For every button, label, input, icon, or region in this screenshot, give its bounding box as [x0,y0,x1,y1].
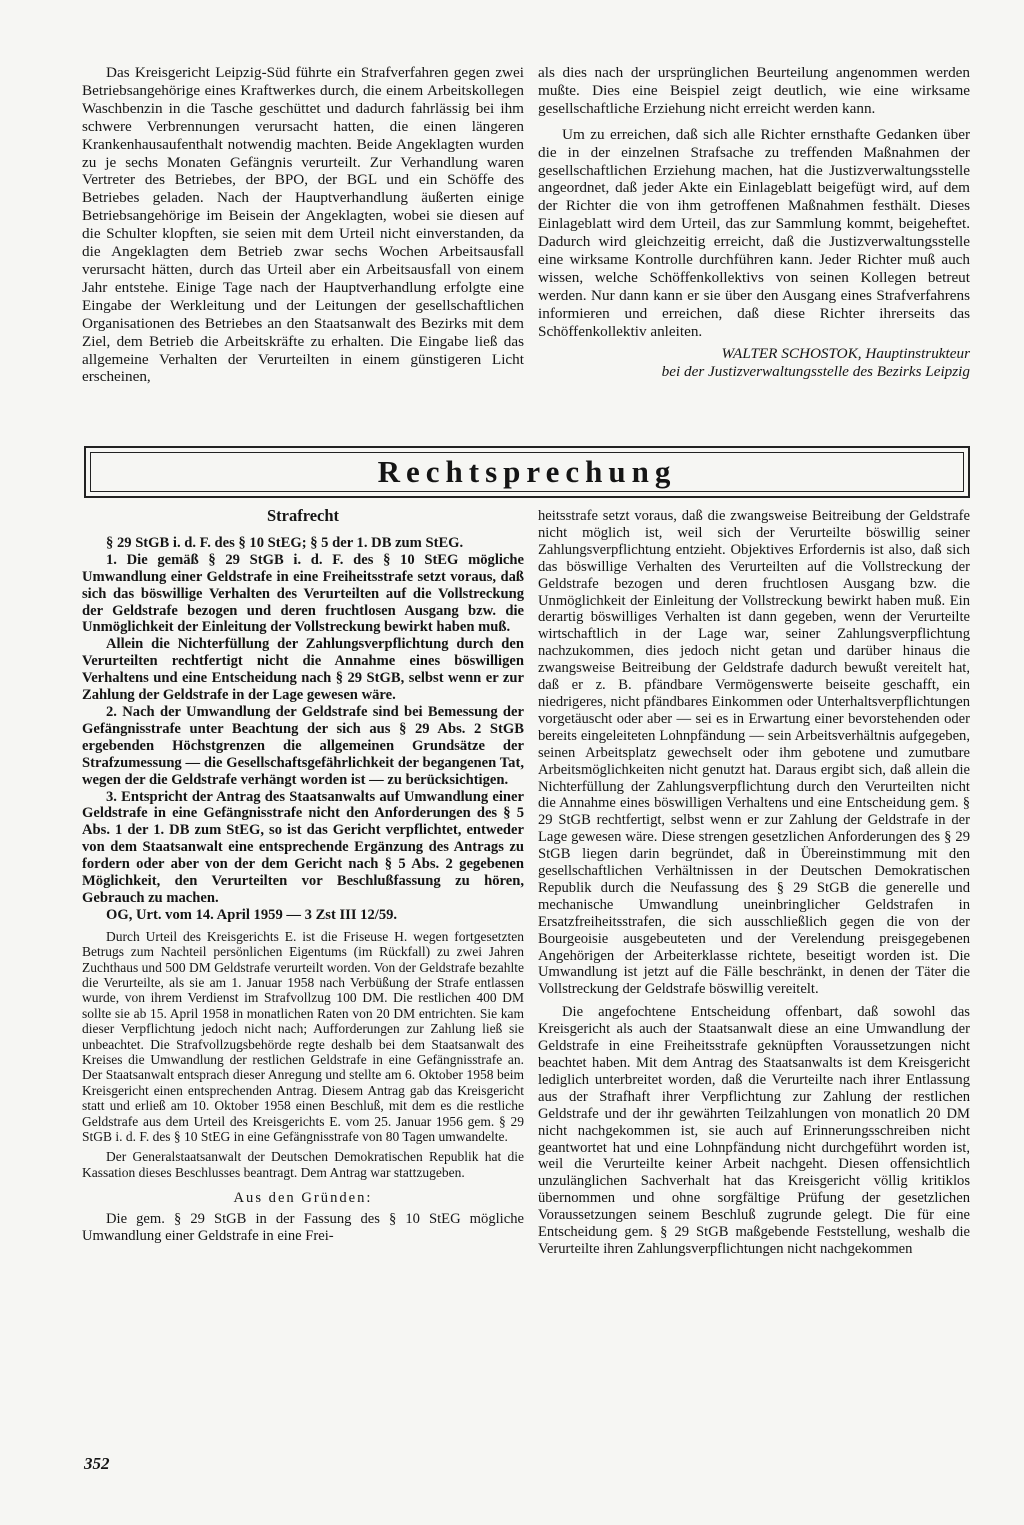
page-number: 352 [84,1454,110,1473]
top-left-column [82,64,524,386]
bottom-right-column [538,508,970,1258]
headnote: Allein die Nichterfüllung der Zahlungsverpflichtung durch den Verurteilten rechtfertigt nicht die Annahme eines böswilligen Verhaltens und eine Entscheidung nach § 29 StGB, selbst wenn er zur Zahlung der Geldstrafe in der Lage gewesen wäre. [82,636,524,704]
signature-line: bei der Justizverwaltungsstelle des Bezirks Leipzig [661,362,970,380]
headnote: 1. Die gemäß § 29 StGB i. d. F. des § 10 StEG mögliche Umwandlung einer Geldstrafe in eine Freiheitsstrafe setzt voraus, daß sich das böswillige Verhalten des Verurteilten auf die Vollstreckung der Geldstrafe bezogen und deren fruchtlosen Ausgang bzw. die Unmöglichkeit der Einleitung der Vollstreckung bewirkt haben muß. [82,551,524,636]
grounds-heading: Aus den Gründen: [233,1190,373,1207]
paragraph: Der Generalstaatsanwalt der Deutschen Demokratischen Republik hat die Kassation dieses Beschlusses beantragt. Dem Antrag war stattzugeben. [82,1149,524,1180]
paragraph: Die gem. § 29 StGB in der Fassung des § 10 StEG mögliche Umwandlung einer Geldstrafe in eine Frei- [82,1211,524,1245]
author-signature [538,345,970,381]
headnote: 2. Nach der Umwandlung der Geldstrafe sind bei Bemessung der Gefängnisstrafe unter Beachtung der sich aus § 29 Abs. 2 StGB ergebenden Höchstgrenzen die allgemeinen Grundsätze der Strafzumessung — die Gesellschaftsgefährlichkeit der begangenen Tat, wegen der die Geldstrafe verhängt worden ist — zu berücksichtigen. [82,703,524,788]
banner-title: Rechtsprechung [377,454,677,489]
section-banner [84,446,970,498]
court-reference: OG, Urt. vom 14. April 1959 — 3 Zst III 12/59. [106,906,398,923]
paragraph: Die angefochtene Entscheidung offenbart, daß sowohl das Kreisgericht als auch der Staatsanwalt diese an eine Umwandlung der Geldstrafe in eine Freiheitsstrafe geknüpften Voraussetzungen nicht beachtet haben. Mit dem Antrag des Staatsanwalts ist dem Kreisgericht lediglich unterbreitet worden, daß die Verurteilte nach ihrer Entlassung aus der Strafhaft ihrer Verpflichtung zur Zahlung der restlichen Geldstrafe und der ihr gewährten Teilzahlungen von monatlich 20 DM nicht nachgekommen ist, sie auch auf Erinnerungsschreiben nicht geantwortet hat und eine Lohnpfändung nicht durchgeführt worden ist, weil die Verurteilte keiner Arbeit nachgeht. Diesen offensichtlich unzulänglichen Sachverhalt hat das Kreisgericht völlig kritiklos übernommen und ohne sorgfältige Prüfung der gesetzlichen Voraussetzungen seinem Beschluß zugrunde gelegt. Die für eine Entscheidung gem. § 29 StGB maßgebende Feststellung, weshalb die Verurteilte ihren Zahlungsverpflichtungen nicht nachgekommen [538,1004,970,1257]
bottom-left-column [82,508,524,1245]
signature-line: WALTER SCHOSTOK, Hauptinstrukteur [721,344,970,362]
paragraph: Durch Urteil des Kreisgerichts E. ist die Friseuse H. wegen fortgesetzten Betrugs zum Nachteil persönlichen Eigentums (im Rückfall) zu zwei Jahren Zuchthaus und 500 DM Geldstrafe verurteilt worden. Von der Geldstrafe bezahlte die Verurteilte, als sie am 1. Januar 1958 nach Verbüßung der Strafe entlassen wurde, von ihrem Verdienst im Strafvollzug 100 DM. Die restlichen 400 DM sollte sie ab 15. April 1958 in monatlichen Raten von 20 DM entrichten. Sie kam dieser Verpflichtung jedoch nicht nach; Aufforderungen zur Zahlung ließ sie unbeachtet. Die Strafvollzugsbehörde regte deshalb bei dem Staatsanwalt des Kreises die Umwandlung der restlichen Geldstrafe in eine Gefängnisstrafe an. Der Staatsanwalt entsprach dieser Anregung und stellte am 6. Oktober 1958 beim Kreisgericht einen entsprechenden Antrag. Diesem Antrag gab das Kreisgericht statt und erließ am 10. Oktober 1958 einen Beschluß, mit dem es die restliche Geldstrafe aus dem Urteil des Kreisgerichts E. vom 25. Januar 1956 gem. § 29 StGB i. d. F. des § 10 StEG in eine Gefängnisstrafe von 80 Tagen umwandelte. [82,928,524,1145]
paragraph: Das Kreisgericht Leipzig-Süd führte ein Strafverfahren gegen zwei Betriebsangehörige eines Kraftwerkes durch, die einem Arbeitskollegen Waschbenzin in die Tasche geschüttet und dadurch fahrlässig bei ihm schwere Verbrennungen verursacht hatten, die einen längeren Krankenhausaufenthalt notwendig machten. Beide Angeklagten wurden zu je sechs Monaten Gefängnis verurteilt. Zur Verhandlung waren Vertreter des Betriebes, der BPO, der BGL und ein Schöffe des Betriebes geladen. Nach der Hauptverhandlung äußerten einige Betriebsangehörige im Beisein der Angeklagten, wobei sie diesen auf die Schulter klopften, sie seien mit dem Urteil nicht einverstanden, da die Angeklagten dem Betrieb zwar sechs Wochen Arbeitsausfall verursacht hätten, durch das Urteil aber ein Arbeitsausfall von einem Jahr entstehe. Einige Tage nach der Hauptverhandlung erfolgte eine Eingabe der Werkleitung und der Leitungen der gesellschaftlichen Organisationen des Betriebes an den Staatsanwalt des Bezirks mit dem Ziel, dem Betrieb die Arbeitskräfte zu erhalten. Die Eingabe ließ das allgemeine Verhalten der Verurteilten in einem günstigeren Licht erscheinen, [82,64,524,386]
top-right-column [538,64,970,380]
paragraph: heitsstrafe setzt voraus, daß die zwangsweise Beitreibung der Geldstrafe nicht möglich ist, weil sich der Verurteilte böswillig seiner Zahlungsverpflichtung entzieht. Objektives Erfordernis ist also, daß sich das böswillige Verhalten des Verurteilten auf die Vollstreckung der Geldstrafe bezogen und deren fruchtlosen Ausgang bzw. die Unmöglichkeit der Einleitung der Vollstreckung bewirkt haben muß. Ein derartig böswilliges Verhalten ist dann gegeben, wenn der Verurteilte wirtschaftlich in der Lage war, seiner Zahlungsverpflichtung nachzukommen, dies jedoch nicht getan und darüber hinaus die zwangsweise Beitreibung der Geldstrafe dadurch bewußt vereitelt hat, daß er z. B. pfändbare Vermögenswerte beiseite geschafft, ein niedrigeres, nicht pfändbares Einkommen oder Unterhaltsverpflichtungen vorgetäuscht oder aber — sei es in Erwartung einer bevorstehenden oder bereits eingeleiteten Lohnpfändung — sein Arbeitsverhältnis aufgegeben, seinen Arbeitsplatz gewechselt oder ihm gebotene und zumutbare Arbeitsmöglichkeiten nicht genutzt hat. Daraus ergibt sich, daß allein die Nichterfüllung der Zahlungsverpflichtung durch den Verurteilten nicht die Annahme eines böswilligen Verhaltens und eine Entscheidung gem. § 29 StGB rechtfertigt, selbst wenn er zur Zahlung der Geldstrafe in der Lage gewesen wäre. Diese strengen gesetzlichen Anforderungen des § 29 StGB liegen darin begründet, daß in Übereinstimmung mit den gesellschaftlichen Verhältnissen in der Deutschen Demokratischen Republik durch die Neufassung des § 29 StGB die generelle und mechanische Umwandlung uneinbringlicher Geldstrafen in Ersatzfreiheitsstrafen, die sich ausschließlich gegen die von der Bourgeoisie ausgebeuteten und der Verelendung preisgegebenen Angehörigen der Arbeiterklasse richtete, beseitigt worden ist. Die Umwandlung ist jetzt auf die Fälle beschränkt, in denen der Täter die Vollstreckung der Geldstrafe böswillig vereitelt. [538,508,970,998]
paragraph: als dies nach der ursprünglichen Beurteilung angenommen werden mußte. Dies eine Beispiel zeigt deutlich, wie eine wirksame gesellschaftliche Erziehung nicht erreicht werden kann. [538,64,970,117]
citation: § 29 StGB i. d. F. des § 10 StEG; § 5 der 1. DB zum StEG. [106,534,464,551]
section-title: Strafrecht [266,506,340,525]
headnote: 3. Entspricht der Antrag des Staatsanwalts auf Umwandlung einer Geldstrafe in eine Gefängnisstrafe nicht den Anforderungen des § 5 Abs. 1 der 1. DB zum StEG, so ist das Gericht verpflichtet, entweder von dem Staatsanwalt eine entsprechende Ergänzung des Antrags zu fordern oder aber von der dem Gericht nach § 5 Abs. 2 gegebenen Möglichkeit, den Verurteilten vor Beschlußfassung zu hören, Gebrauch zu machen. [82,788,524,906]
paragraph: Um zu erreichen, daß sich alle Richter ernsthafte Gedanken über die in der einzelnen Strafsache zu treffenden Maßnahmen der gesellschaftlichen Erziehung machen, hat die Justizverwaltungsstelle angeordnet, daß jeder Akte ein Einlageblatt beigefügt wird, auf dem der Richter die von ihm getroffenen Maßnahmen festhält. Dieses Einlageblatt wird dem Urteil, das zur Sammlung kommt, beigeheftet. Dadurch wird gleichzeitig erreicht, daß die Justizverwaltungsstelle eine wirksame Kontrolle durchführen kann. Jeder Richter muß auch wissen, welche Schöffenkollektivs von seinen Kollegen betreut werden. Nur dann kann er sie über den Ausgang eines Strafverfahrens informieren und erreichen, daß diese Richter ihrerseits das Schöffenkollektiv anleiten. [538,125,970,340]
